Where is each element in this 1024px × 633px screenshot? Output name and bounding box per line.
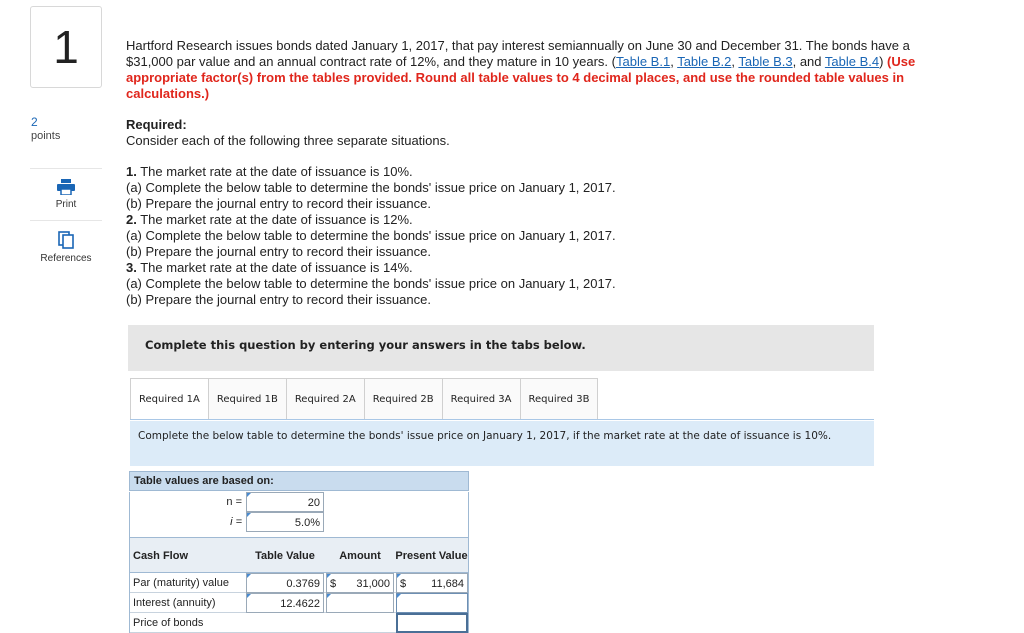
situation-2a: (a) Complete the below table to determine the bonds' issue price on January 1, 2017.	[126, 228, 616, 243]
table-b2-link[interactable]: Table B.2	[677, 54, 732, 69]
question-number-box	[30, 6, 102, 88]
situation-3a: (a) Complete the below table to determine the bonds' issue price on January 1, 2017.	[126, 276, 616, 291]
i-input[interactable]: 5.0%	[246, 512, 324, 532]
tab-required-3a[interactable]: Required 3A	[443, 378, 521, 420]
par-pv-input[interactable]: $ 11,684	[396, 573, 468, 593]
table-header: Table values are based on:	[129, 471, 469, 491]
n-row	[130, 492, 468, 512]
references-button[interactable]	[30, 220, 102, 272]
situation-3b: (b) Prepare the journal entry to record their issuance.	[126, 292, 431, 307]
required-heading: Required:	[126, 117, 187, 132]
references-icon	[57, 231, 75, 249]
col-present-value: Present Value	[395, 550, 468, 562]
points-label: points	[31, 130, 61, 142]
print-label: Print	[55, 199, 77, 210]
row-label-par: Par (maturity) value	[133, 577, 229, 589]
col-table-value: Table Value	[255, 550, 315, 562]
tab-underline	[130, 419, 874, 420]
i-label: i =	[230, 516, 242, 528]
situation-2: 2. The market rate at the date of issuance is 12%.	[126, 212, 413, 227]
n-input[interactable]: 20	[246, 492, 324, 512]
tab-required-2b[interactable]: Required 2B	[365, 378, 443, 420]
printer-icon	[57, 179, 75, 195]
tab-required-1a[interactable]: Required 1A	[130, 378, 209, 420]
points-value: 2	[31, 115, 38, 129]
table-b1-link[interactable]: Table B.1	[615, 54, 671, 69]
i-row	[130, 512, 468, 532]
table-grid	[129, 492, 469, 633]
col-amount: Amount	[339, 550, 381, 562]
tabs-banner: Complete this question by entering your answers in the tabs below.	[128, 325, 874, 371]
table-b3-link[interactable]: Table B.3	[738, 54, 793, 69]
row-label-price: Price of bonds	[133, 617, 204, 629]
n-label: n =	[226, 496, 242, 508]
tab-instruction: Complete the below table to determine the bonds' issue price on January 1, 2017, if the market rate at the date of issuance is 10%.	[130, 421, 874, 466]
price-pv-input[interactable]	[396, 613, 468, 633]
par-table-value-input[interactable]: 0.3769	[246, 573, 324, 593]
situation-3: 3. The market rate at the date of issuance is 14%.	[126, 260, 413, 275]
situation-1a: (a) Complete the below table to determine the bonds' issue price on January 1, 2017.	[126, 180, 616, 195]
question-number: 1	[53, 21, 79, 73]
required-text: Consider each of the following three separate situations.	[126, 133, 450, 148]
row-label-interest: Interest (annuity)	[133, 597, 216, 609]
table-row-par	[130, 573, 468, 593]
rounding-note: (Use appropriate factor(s) from the tables provided. Round all table values to 4 decimal places, and use the rounded table values in calculations.)	[126, 54, 916, 101]
column-header-row	[130, 537, 468, 573]
situation-1: 1. The market rate at the date of issuance is 10%.	[126, 164, 413, 179]
tab-required-1b[interactable]: Required 1B	[209, 378, 287, 420]
interest-table-value-input[interactable]: 12.4622	[246, 593, 324, 613]
points-indicator	[31, 115, 60, 143]
interest-pv-input[interactable]	[396, 593, 468, 613]
par-amount-input[interactable]: $ 31,000	[326, 573, 394, 593]
interest-amount-input[interactable]	[326, 593, 394, 613]
situation-1b: (b) Prepare the journal entry to record their issuance.	[126, 196, 431, 211]
problem-intro: Hartford Research issues bonds dated January 1, 2017, that pay interest semiannually on June 30 and December 31. The bonds have a $31,000 par value and an annual contract rate of 12%, and they mature in 10 years. (Table B.1, Table B.2, Table B.3, and Table B.4) (Use appropriate factor(s) from the tables provided. Round all table values to 4 decimal places, and use the rounded table values in calculations.)	[126, 38, 916, 101]
table-b4-link[interactable]: Table B.4	[824, 54, 880, 69]
tab-bar	[130, 378, 598, 420]
print-button[interactable]	[30, 168, 102, 220]
problem-text	[126, 38, 956, 308]
situation-2b: (b) Prepare the journal entry to record their issuance.	[126, 244, 431, 259]
table-row-interest	[130, 593, 468, 613]
col-cash-flow: Cash Flow	[133, 550, 189, 562]
bond-price-table	[129, 471, 469, 633]
tab-required-2a[interactable]: Required 2A	[287, 378, 365, 420]
table-row-price	[130, 613, 468, 633]
situations-list	[126, 164, 956, 308]
references-label: References	[40, 253, 92, 264]
tab-required-3b[interactable]: Required 3B	[521, 378, 599, 420]
